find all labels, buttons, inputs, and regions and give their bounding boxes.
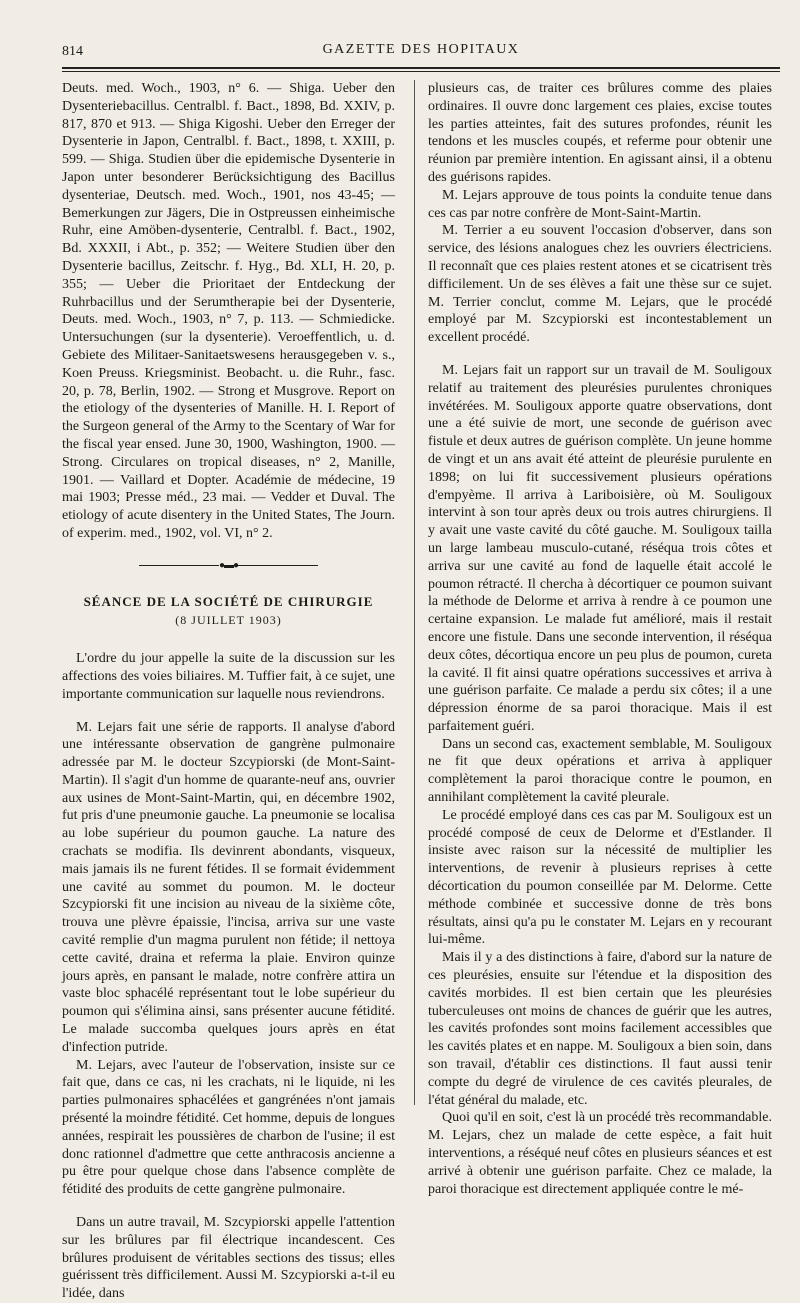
left-column — [62, 80, 395, 1303]
paragraph: Dans un autre travail, M. Szcypiorski appelle l'attention sur les brûlures par fil électrique incandescent. Ces brûlures produisent de véritables sections des tissus; elles guérissent très difficilement. Aussi M. Szcypiorski a-t-il eu l'idée, dans — [62, 1215, 395, 1302]
paragraph: M. Terrier a eu souvent l'occasion d'observer, dans son service, des lésions analogues chez les ouvriers électriciens. Il reconnaît que ces plaies restent atones et se cicatrisent très difficilement. Un de ses élèves a fait une thèse sur ce sujet. M. Terrier conclut, comme M. Lejars, que le procédé employé par M. Szcypiorski est incontestablement un excellent procédé. — [428, 223, 772, 346]
section-date: (8 JUILLET 1903) — [175, 613, 282, 628]
bibliography-block — [62, 80, 395, 543]
journal-title: GAZETTE DES HOPITAUX — [322, 42, 520, 57]
bibliography-references: Deuts. med. Woch., 1903, n° 6. — Shiga. Ueber den Dysenteriebacillus. Centralbl. f. Bact., 1898, Bd. XXIV, p. 817, 870 et 913. — Shiga Kigoshi. Ueber den Erreger der Dysenterie in Japon, Centralbl. f. Bact., 1898, t. XXIII, p. 599. — Shiga. Studien über die epidemische Dysenterie in Japon unter besonderer Berücksichtigung des Bacillus dysenteriae, Deutsch. med. Woch., 1901, nos 43-45; — Bemerkungen zur Jägers, Die in Ostpreussen einheimische Ruhr, eine Amöben-dysenterie, Centralbl. f. Bact., 1902, Bd. XXXII, i Abt., p. 352; — Weitere Studien über den Dysenterie bacillus, Zeitschr. f. Hyg., Bd. XLI, H. 20, p. 355; — Ueber die Prioritaet der Entdeckung der Ruhrbacillus und der Serumtherapie bei der Dysenterie, Deuts. med. Woch., 1903, n° 7, p. 113. — Schmiedicke. Untersuchungen (sur la dysenterie). Veroeffentlich, u. d. Gebiete des Militaer-Sanitaetswesens herausgegeben v. s., Koen Preuss. Kriegsminist. Beobacht. u. die Ruhr., fasc. 20, p. 78, Berlin, 1902. — Strong et Musgrove. Report on the etiology of the dysenteries of Manille. H. I. Report of the Surgeon general of the Army to the Scentary of War for the fiscal year ensed. June 30, 1900, Washington, 1900. — Strong. Circulares on tropical diseases, n° 2, Manille, 1901. — Vaillard et Dopter. Académie de médecine, 19 mai 1903; Presse méd., 23 mai. — Vedder et Duval. The etiology of acute disentery in the United States, The Journ. of experim. med., 1902, vol. VI, n° 2. — [62, 81, 395, 541]
paragraph: L'ordre du jour appelle la suite de la discussion sur les affections des voies biliaires. M. Tuffier fait, à ce sujet, une importante communication sur laquelle nous reviendrons. — [62, 651, 395, 702]
paragraph: M. Lejars approuve de tous points la conduite tenue dans ces cas par notre confrère de Mont-Saint-Martin. — [428, 187, 772, 221]
section-ornament: ●▬● — [62, 557, 395, 575]
page-number: 814 — [62, 44, 83, 59]
paragraph: M. Lejars, avec l'auteur de l'observation, insiste sur ce fait que, dans ce cas, ni les crachats, ni le liquide, ni les parties pulmonaires sphacélées et gangrénées n'ont jamais présenté la moindre fétidité. Cet homme, depuis de longues années, respirait les poussières de charbon de l'usine; il est donc rationnel d'admettre que cette anthracosis ancienne a pu être pour quelque chose dans l'absence complète de fétidité des produits de cette gangrène pulmonaire. — [62, 1057, 395, 1198]
paragraph: plusieurs cas, de traiter ces brûlures comme des plaies ordinaires. Il ouvre donc largement ces plaies, excise toutes les parties atteintes, fait des sutures profondes, réunit les tendons et les muscles coupés, et referme pour obtenir une réunion par première intention. En agissant ainsi, il a obtenu des guérisons rapides. — [428, 81, 772, 185]
paragraph: Mais il y a des distinctions à faire, d'abord sur la nature de ces pleurésies, ensuite sur l'étendue et la disposition des cavités morbides. Il est bien certain que les pleurésies tuberculeuses ont moins de chances de guérir que les autres, les cavités profondes sont moins facilement accessibles que les cavités plates et en nappe. M. Souligoux a bien soin, dans son travail, d'établir ces distinctions. Il faut aussi tenir compte du degré de virulence de ces cavités pleurales, de l'état général du malade, etc. — [428, 950, 772, 1108]
column-divider — [414, 80, 415, 1105]
paragraph: Quoi qu'il en soit, c'est là un procédé très recommandable. M. Lejars, chez un malade de cette espèce, a fait huit interventions, a réséqué neuf côtes en plusieurs séances et est arrivé à obtenir une guérison parfaite. Chez ce malade, la paroi thoracique est directement appliquée contre le mé- — [428, 1110, 772, 1197]
header-rule-thick — [62, 67, 780, 69]
paragraph: Dans un second cas, exactement semblable, M. Souligoux ne fit que deux opérations et arriva à appliquer complètement la paroi thoracique contre le poumon, en annihilant complètement la cavité pleurale. — [428, 736, 772, 806]
paragraph: Le procédé employé dans ces cas par M. Souligoux est un procédé composé de ceux de Delorme et d'Estlander. Il insiste avec raison sur la nécessité de multiplier les interventions, de revenir à plusieurs reprises à cette décortication du poumon conseillée par M. Delorme. Cette méthode combinée et successive donne de très bons résultats, ainsi qu'a pu le constater M. Lejars en y recourant lui-même. — [428, 807, 772, 948]
paragraph: M. Lejars fait une série de rapports. Il analyse d'abord une intéressante observation de gangrène pulmonaire adressée par M. le docteur Szcypiorski (de Mont-Saint-Martin). Il s'agit d'un homme de quarante-neuf ans, ouvrier aux usines de Mont-Saint-Martin, qui, en décembre 1902, fut pris d'une pneumonie gauche. La pneumonie se localisa au lobe supérieur du poumon gauche. La nature des crachats se modifia. Ils devinrent abondants, visqueux, mais jamais ils ne furent fétides. Il se formait évidemment une cavité au sommet du poumon. M. le docteur Szcypiorski fit une incision au niveau de la sixième côte, trouva une plèvre épaissie, l'incisa, arriva sur une vaste cavité remplie d'un magma purulent non fétide; il nettoya cette cavité, draina et referma la plaie. Environ quinze jours après, en pansant le malade, notre confrère attira un vaste bloc sphacélé représentant tout le lobe supérieur du poumon qui s'élimina ainsi, sans présenter aucune fétidité. Le malade succomba quelques jours après en état d'infection putride. — [62, 719, 395, 1055]
page-header — [62, 40, 780, 64]
header-rule-thin — [62, 71, 780, 72]
right-column — [428, 80, 772, 1198]
paragraph: M. Lejars fait un rapport sur un travail de M. Souligoux relatif au traitement des pleurésies purulentes chroniques invétérées. M. Souligoux apporte quatre observations, dont une a été suivie de mort, une seconde de guérison avec fistule et deux autres de guérison complète. Un jeune homme de vingt et un ans avait été atteint de pleurésie purulente en 1898; on lui fit successivement plusieurs opérations d'empyème. Il arriva à Lariboisière, où M. Souligoux intervint à son tour après deux ou trois autres chirurgiens. Il y avait une vaste cavité du côté gauche. M. Souligoux tailla un large lambeau musculo-cutané, réséqua trois côtes et arriva sur une cavité au fond de laquelle était accolé le poumon rétracté. Il chercha à décortiquer ce poumon suivant la méthode de Delorme et arriva à rendre à ce poumon une certaine expansion. Le malade fut amélioré, mais il restait encore une fistule. Dans une seconde intervention, il réséqua deux côtes, décortiqua encore un peu plus de poumon, cureta la cavité. Il fit ainsi quatre opérations successives et arriva à une guérison parfaite. Ce malade a perdu six côtes; il a une dépression énorme de sa paroi thoracique. Mais il est parfaitement guéri. — [428, 362, 772, 734]
section-title: SÉANCE DE LA SOCIÉTÉ DE CHIRURGIE — [83, 593, 374, 609]
